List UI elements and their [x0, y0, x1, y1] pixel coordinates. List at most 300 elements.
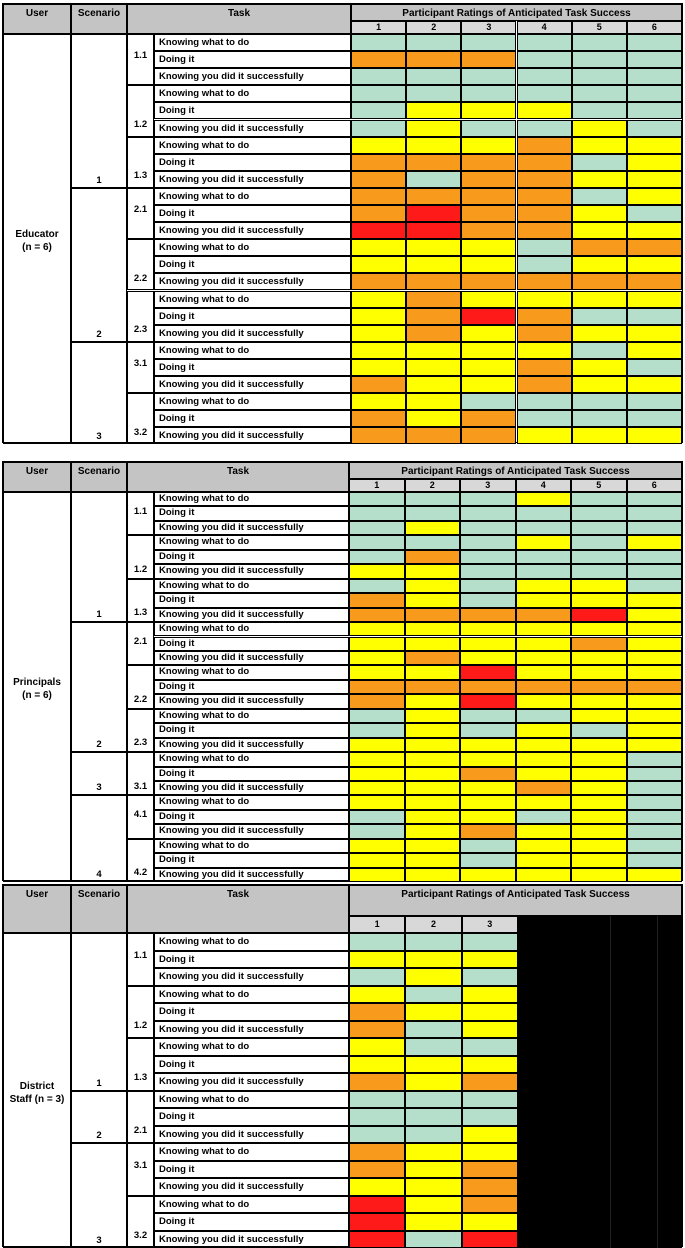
rating-cell: [627, 102, 682, 119]
rating-cell: [627, 154, 682, 171]
rating-cell: [461, 205, 516, 222]
rating-cell: [571, 810, 627, 824]
rating-cell: [462, 951, 518, 969]
rating-cell: [572, 325, 627, 342]
rating-cell: [460, 767, 516, 781]
rating-cell: [351, 137, 406, 154]
rating-cell: [627, 393, 682, 410]
rating-cell: [406, 256, 461, 273]
rating-cell: [627, 256, 682, 273]
task-id-cell: [127, 1038, 154, 1091]
rating-cell: [571, 824, 627, 838]
task-row-label: Knowing what to do: [154, 535, 349, 549]
task-row-label: Knowing you did it successfully: [154, 824, 349, 838]
task-row-label: Knowing what to do: [154, 1143, 349, 1161]
scenario-id: 2: [72, 739, 126, 750]
task-id-cell: [127, 795, 154, 838]
rating-cell: [406, 273, 461, 290]
rating-cell: [627, 239, 682, 256]
rating-cell: [627, 325, 682, 342]
header-user: User: [3, 885, 71, 933]
task-row-label: Knowing what to do: [154, 752, 349, 766]
task-id-cell: [127, 1196, 154, 1248]
rating-cell: [349, 1161, 405, 1179]
rating-cell: [351, 427, 406, 444]
rating-cell: [516, 868, 572, 882]
rating-cell: [627, 752, 683, 766]
task-row-label: Knowing what to do: [154, 85, 351, 102]
rating-cell: [351, 291, 406, 308]
rating-cell: [460, 579, 516, 593]
header-user: User: [3, 462, 71, 492]
task-id: 1.1: [128, 50, 153, 61]
task-id: 2.2: [128, 273, 153, 284]
rating-cell: [406, 222, 461, 239]
scenario-id: 2: [72, 329, 126, 340]
rating-cell: [572, 359, 627, 376]
rating-cell: [627, 694, 683, 708]
grid-line: [610, 916, 611, 1248]
task-row-label: Knowing you did it successfully: [154, 694, 349, 708]
task-id-cell: [127, 34, 154, 85]
rating-cell: [406, 325, 461, 342]
rating-cell: [349, 853, 405, 867]
rating-cell: [349, 1056, 405, 1074]
rating-cell: [406, 102, 461, 119]
rating-cell: [406, 410, 461, 427]
rating-cell: [405, 767, 461, 781]
task-id-cell: [127, 188, 154, 239]
rating-cell: [351, 85, 406, 102]
task-row-label: Doing it: [154, 593, 349, 607]
rating-cell: [462, 1178, 518, 1196]
user-cell: [3, 933, 71, 1248]
task-row-label: Knowing you did it successfully: [154, 120, 351, 137]
rating-cell: [572, 34, 627, 51]
rating-cell: [516, 637, 572, 651]
rating-cell: [572, 342, 627, 359]
rating-cell: [406, 137, 461, 154]
rating-cell: [349, 1038, 405, 1056]
scenario-cell: [71, 622, 127, 752]
rating-cell: [349, 968, 405, 986]
rating-cell: [517, 137, 572, 154]
rating-cell: [571, 608, 627, 622]
rating-cell: [461, 308, 516, 325]
rating-cell: [571, 579, 627, 593]
task-row-label: Doing it: [154, 637, 349, 651]
rating-cell: [516, 752, 572, 766]
rating-cell: [517, 273, 572, 290]
task-id: 1.3: [128, 607, 153, 618]
task-id: 4.1: [128, 809, 153, 820]
task-row-label: Doing it: [154, 680, 349, 694]
rating-cell: [627, 723, 683, 737]
rating-cell: [406, 427, 461, 444]
rating-cell: [627, 535, 683, 549]
rating-cell: [405, 1073, 461, 1091]
rating-cell: [406, 393, 461, 410]
rating-cell: [462, 1056, 518, 1074]
rating-cell: [349, 1108, 405, 1126]
task-row-label: Doing it: [154, 256, 351, 273]
rating-cell: [627, 781, 683, 795]
rating-cell: [627, 506, 683, 520]
rating-cell: [571, 521, 627, 535]
scenario-cell: [71, 34, 127, 188]
task-row-label: Knowing what to do: [154, 393, 351, 410]
rating-cell: [516, 608, 572, 622]
rating-cell: [349, 564, 405, 578]
rating-cell: [627, 427, 682, 444]
rating-cell: [460, 651, 516, 665]
task-row-label: Knowing what to do: [154, 1091, 349, 1109]
rating-cell: [572, 51, 627, 68]
rating-cell: [405, 521, 461, 535]
header-ratings: Participant Ratings of Anticipated Task Success: [349, 885, 682, 916]
rating-cell: [349, 1091, 405, 1109]
rating-cell: [571, 709, 627, 723]
rating-cell: [571, 767, 627, 781]
rating-cell: [405, 1038, 461, 1056]
task-row-label: Doing it: [154, 410, 351, 427]
rating-cell: [462, 1231, 518, 1248]
task-id-cell: [127, 709, 154, 752]
rating-cell: [351, 102, 406, 119]
rating-cell: [517, 256, 572, 273]
rating-cell: [349, 1213, 405, 1231]
rating-cell: [405, 1021, 461, 1039]
task-row-label: Doing it: [154, 51, 351, 68]
scenario-id: 1: [72, 609, 126, 620]
rating-cell: [517, 239, 572, 256]
rating-cell: [349, 795, 405, 809]
rating-cell: [349, 608, 405, 622]
rating-cell: [460, 738, 516, 752]
rating-cell: [349, 680, 405, 694]
rating-cell: [572, 171, 627, 188]
rating-cell: [351, 51, 406, 68]
rating-cell: [405, 723, 461, 737]
rating-cell: [406, 154, 461, 171]
participant-number: 2: [405, 479, 461, 492]
task-id: 2.1: [128, 204, 153, 215]
ratings-table: [2, 884, 683, 1247]
rating-cell: [351, 222, 406, 239]
task-id-cell: [127, 137, 154, 188]
rating-cell: [571, 550, 627, 564]
task-row-label: Knowing what to do: [154, 986, 349, 1004]
task-row-label: Doing it: [154, 550, 349, 564]
rating-cell: [349, 622, 405, 636]
rating-cell: [405, 694, 461, 708]
rating-cell: [571, 781, 627, 795]
task-row-label: Knowing you did it successfully: [154, 968, 349, 986]
rating-cell: [571, 622, 627, 636]
rating-cell: [406, 188, 461, 205]
rating-cell: [460, 492, 516, 506]
participant-number: 4: [517, 21, 572, 34]
task-id-cell: [127, 933, 154, 986]
task-row-label: Knowing what to do: [154, 1196, 349, 1214]
rating-cell: [627, 68, 682, 85]
rating-cell: [517, 120, 572, 137]
header-scenario: Scenario: [71, 462, 127, 492]
rating-cell: [571, 492, 627, 506]
rating-cell: [627, 795, 683, 809]
scenario-id: 1: [72, 175, 126, 186]
participant-number: 3: [460, 479, 516, 492]
task-row-label: Knowing what to do: [154, 188, 351, 205]
rating-cell: [627, 839, 683, 853]
rating-cell: [349, 767, 405, 781]
rating-cell: [627, 359, 682, 376]
rating-cell: [516, 810, 572, 824]
rating-cell: [461, 154, 516, 171]
task-row-label: Doing it: [154, 1213, 349, 1231]
rating-cell: [571, 593, 627, 607]
task-id-cell: [127, 579, 154, 622]
rating-cell: [461, 256, 516, 273]
rating-cell: [627, 665, 683, 679]
task-id-cell: [127, 1143, 154, 1196]
task-id: 2.1: [128, 1125, 153, 1136]
rating-cell: [405, 1003, 461, 1021]
rating-cell: [461, 222, 516, 239]
participant-number: 3: [461, 21, 516, 34]
rating-cell: [406, 291, 461, 308]
rating-cell: [349, 1003, 405, 1021]
rating-cell: [572, 427, 627, 444]
rating-cell: [405, 550, 461, 564]
rating-cell: [349, 723, 405, 737]
rating-cell: [461, 85, 516, 102]
task-row-label: Knowing what to do: [154, 579, 349, 593]
rating-cell: [461, 171, 516, 188]
rating-cell: [462, 1021, 518, 1039]
rating-cell: [572, 154, 627, 171]
rating-cell: [405, 1143, 461, 1161]
task-id: 1.2: [128, 119, 153, 130]
rating-cell: [571, 738, 627, 752]
rating-cell: [571, 752, 627, 766]
rating-cell: [627, 137, 682, 154]
rating-cell: [516, 824, 572, 838]
participant-number: 1: [349, 916, 405, 933]
task-row-label: Doing it: [154, 1003, 349, 1021]
rating-cell: [349, 738, 405, 752]
rating-cell: [517, 291, 572, 308]
rating-cell: [627, 188, 682, 205]
task-id-cell: [127, 622, 154, 665]
task-row-label: Knowing you did it successfully: [154, 222, 351, 239]
task-row-label: Knowing you did it successfully: [154, 738, 349, 752]
rating-cell: [405, 1161, 461, 1179]
task-row-label: Knowing you did it successfully: [154, 521, 349, 535]
scenario-id: 3: [72, 431, 126, 442]
rating-cell: [516, 622, 572, 636]
rating-cell: [627, 868, 683, 882]
rating-cell: [460, 665, 516, 679]
rating-cell: [460, 839, 516, 853]
rating-cell: [349, 535, 405, 549]
task-row-label: Knowing you did it successfully: [154, 1231, 349, 1248]
rating-cell: [516, 709, 572, 723]
rating-cell: [627, 767, 683, 781]
rating-cell: [406, 51, 461, 68]
rating-cell: [405, 839, 461, 853]
rating-cell: [571, 651, 627, 665]
rating-cell: [349, 839, 405, 853]
header-user: User: [3, 4, 71, 34]
scenario-cell: [71, 795, 127, 882]
task-row-label: Knowing you did it successfully: [154, 1021, 349, 1039]
task-row-label: Doing it: [154, 1108, 349, 1126]
rating-cell: [460, 521, 516, 535]
rating-cell: [460, 564, 516, 578]
rating-cell: [460, 535, 516, 549]
rating-cell: [627, 738, 683, 752]
rating-cell: [516, 579, 572, 593]
task-id: 2.3: [128, 324, 153, 335]
rating-cell: [462, 1213, 518, 1231]
task-row-label: Knowing what to do: [154, 492, 349, 506]
rating-cell: [349, 506, 405, 520]
task-id-cell: [127, 492, 154, 535]
rating-cell: [572, 102, 627, 119]
rating-cell: [460, 622, 516, 636]
rating-cell: [517, 308, 572, 325]
rating-cell: [351, 256, 406, 273]
rating-cell: [460, 637, 516, 651]
rating-cell: [349, 1073, 405, 1091]
rating-cell: [349, 810, 405, 824]
task-id: 1.3: [128, 170, 153, 181]
rating-cell: [462, 1196, 518, 1214]
scenario-id: 1: [72, 1078, 126, 1089]
rating-cell: [460, 593, 516, 607]
rating-cell: [351, 410, 406, 427]
rating-cell: [349, 550, 405, 564]
rating-cell: [349, 1196, 405, 1214]
rating-cell: [405, 506, 461, 520]
rating-cell: [627, 550, 683, 564]
task-row-label: Knowing you did it successfully: [154, 376, 351, 393]
task-row-label: Knowing what to do: [154, 291, 351, 308]
rating-cell: [351, 359, 406, 376]
rating-cell: [571, 680, 627, 694]
scenario-cell: [71, 752, 127, 795]
rating-cell: [405, 1091, 461, 1109]
rating-cell: [349, 694, 405, 708]
rating-cell: [627, 376, 682, 393]
rating-cell: [462, 933, 518, 951]
ratings-table: [2, 3, 683, 443]
rating-cell: [516, 680, 572, 694]
rating-cell: [461, 137, 516, 154]
task-row-label: Doing it: [154, 154, 351, 171]
rating-cell: [627, 622, 683, 636]
rating-cell: [627, 824, 683, 838]
rating-cell: [572, 308, 627, 325]
rating-cell: [517, 154, 572, 171]
rating-cell: [349, 951, 405, 969]
rating-cell: [349, 1143, 405, 1161]
rating-cell: [571, 564, 627, 578]
rating-cell: [572, 137, 627, 154]
rating-cell: [351, 68, 406, 85]
rating-cell: [349, 824, 405, 838]
task-row-label: Doing it: [154, 308, 351, 325]
rating-cell: [405, 608, 461, 622]
rating-cell: [516, 651, 572, 665]
rating-cell: [349, 665, 405, 679]
rating-cell: [517, 410, 572, 427]
rating-cell: [460, 795, 516, 809]
scenario-cell: [71, 1091, 127, 1144]
rating-cell: [462, 1143, 518, 1161]
task-id-cell: [127, 239, 154, 290]
rating-cell: [405, 824, 461, 838]
scenario-cell: [71, 1143, 127, 1248]
rating-cell: [349, 1231, 405, 1248]
task-id-cell: [127, 342, 154, 393]
task-id-cell: [127, 291, 154, 342]
rating-cell: [572, 376, 627, 393]
rating-cell: [405, 665, 461, 679]
rating-cell: [405, 651, 461, 665]
rating-cell: [406, 171, 461, 188]
task-id: 4.2: [128, 867, 153, 878]
rating-cell: [351, 205, 406, 222]
user-label: District Staff (n = 3): [4, 1080, 70, 1106]
rating-cell: [351, 188, 406, 205]
rating-cell: [349, 986, 405, 1004]
rating-cell: [461, 393, 516, 410]
rating-cell: [349, 1126, 405, 1144]
rating-cell: [405, 1108, 461, 1126]
rating-cell: [405, 579, 461, 593]
rating-cell: [462, 1161, 518, 1179]
rating-cell: [405, 810, 461, 824]
rating-cell: [516, 767, 572, 781]
rating-cell: [516, 665, 572, 679]
rating-cell: [627, 579, 683, 593]
rating-cell: [351, 342, 406, 359]
rating-cell: [517, 222, 572, 239]
rating-cell: [571, 637, 627, 651]
participant-number: 1: [351, 21, 406, 34]
participant-number: 6: [627, 21, 682, 34]
rating-cell: [627, 273, 682, 290]
task-row-label: Knowing you did it successfully: [154, 273, 351, 290]
rating-cell: [627, 85, 682, 102]
rating-cell: [627, 222, 682, 239]
rating-cell: [460, 694, 516, 708]
rating-cell: [460, 810, 516, 824]
rating-cell: [517, 34, 572, 51]
rating-cell: [462, 1073, 518, 1091]
rating-cell: [627, 205, 682, 222]
participant-number: 4: [516, 479, 572, 492]
header-task: Task: [127, 462, 349, 492]
rating-cell: [572, 222, 627, 239]
task-row-label: Knowing you did it successfully: [154, 868, 349, 882]
rating-cell: [405, 709, 461, 723]
task-id-cell: [127, 393, 154, 444]
rating-cell: [572, 85, 627, 102]
rating-cell: [405, 853, 461, 867]
